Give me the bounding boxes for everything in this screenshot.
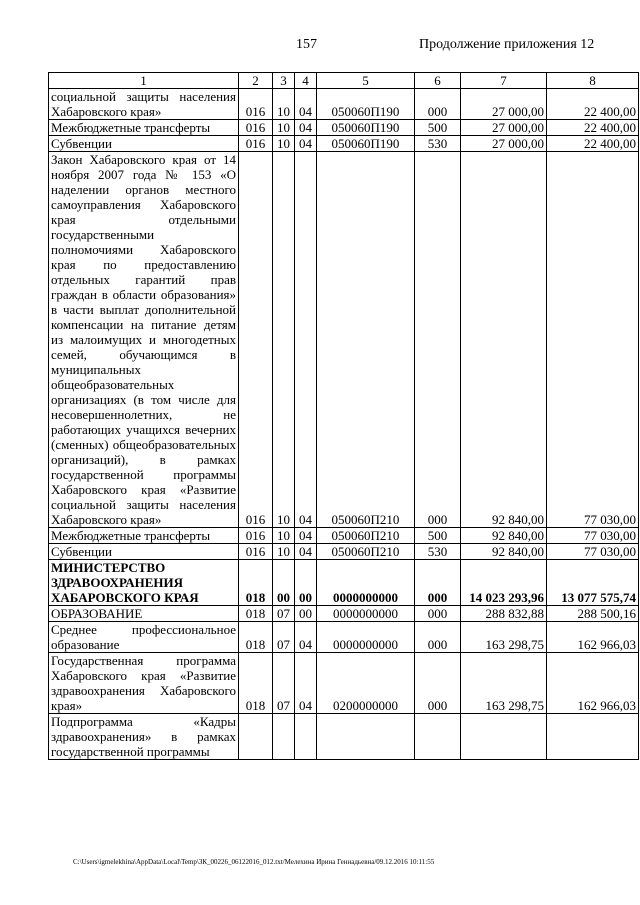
- file-path-footer: C:\Users\igmelekhina\AppData\Local\Temp\ЗК_00226_06122016_012.txt/Мелехина Ирина Геннадьевна/09.12.2016 10:11:55: [73, 858, 435, 866]
- cell-target: 050060П210: [317, 528, 415, 544]
- col-header-1: 1: [49, 73, 239, 89]
- cell-amount-1: 92 840,00: [461, 544, 547, 560]
- cell-ministry: 018: [239, 653, 273, 714]
- row-name: социальной защиты населения Хабаровского края»: [49, 89, 239, 120]
- col-header-2: 2: [239, 73, 273, 89]
- table-row: [49, 560, 639, 606]
- cell-section: 10: [273, 136, 295, 152]
- cell-target: 050060П210: [317, 152, 415, 528]
- cell-subsection: 04: [295, 622, 317, 653]
- cell-ministry: 018: [239, 622, 273, 653]
- cell-section: 10: [273, 120, 295, 136]
- cell-target: 0000000000: [317, 622, 415, 653]
- col-header-7: 7: [461, 73, 547, 89]
- cell-ministry: 016: [239, 544, 273, 560]
- cell-target: 050060П210: [317, 544, 415, 560]
- cell-expense-type: 000: [415, 653, 461, 714]
- cell-amount-2: 162 966,03: [547, 653, 639, 714]
- col-header-5: 5: [317, 73, 415, 89]
- cell-amount-2: [547, 714, 639, 760]
- cell-ministry: 016: [239, 89, 273, 120]
- cell-section: 07: [273, 606, 295, 622]
- cell-amount-1: 288 832,88: [461, 606, 547, 622]
- row-name: МИНИСТЕРСТВО ЗДРАВООХРАНЕНИЯ ХАБАРОВСКОГО КРАЯ: [49, 560, 239, 606]
- cell-expense-type: 500: [415, 528, 461, 544]
- cell-amount-1: 92 840,00: [461, 152, 547, 528]
- cell-section: 10: [273, 152, 295, 528]
- cell-section: [273, 714, 295, 760]
- cell-expense-type: 530: [415, 136, 461, 152]
- continuation-label: Продолжение приложения 12: [419, 37, 595, 52]
- table-row: [49, 622, 639, 653]
- col-header-8: 8: [547, 73, 639, 89]
- cell-expense-type: 000: [415, 89, 461, 120]
- cell-amount-2: 162 966,03: [547, 622, 639, 653]
- cell-amount-1: 27 000,00: [461, 120, 547, 136]
- cell-amount-1: 92 840,00: [461, 528, 547, 544]
- cell-amount-2: 288 500,16: [547, 606, 639, 622]
- table-row: [49, 653, 639, 714]
- cell-subsection: 04: [295, 89, 317, 120]
- cell-amount-1: 14 023 293,96: [461, 560, 547, 606]
- cell-target: 0000000000: [317, 606, 415, 622]
- cell-subsection: 00: [295, 606, 317, 622]
- cell-section: 10: [273, 89, 295, 120]
- cell-ministry: 016: [239, 136, 273, 152]
- cell-subsection: 04: [295, 528, 317, 544]
- cell-expense-type: 000: [415, 560, 461, 606]
- cell-subsection: 04: [295, 136, 317, 152]
- cell-expense-type: 530: [415, 544, 461, 560]
- cell-ministry: 016: [239, 528, 273, 544]
- cell-target: [317, 714, 415, 760]
- table-row: [49, 714, 639, 760]
- page-number: 157: [296, 37, 317, 52]
- cell-subsection: 04: [295, 544, 317, 560]
- cell-ministry: [239, 714, 273, 760]
- row-name: Государственная программа Хабаровского края «Развитие здравоохранения Хабаровского края»: [49, 653, 239, 714]
- cell-target: 050060П190: [317, 136, 415, 152]
- row-name: Субвенции: [49, 544, 239, 560]
- cell-amount-2: 13 077 575,74: [547, 560, 639, 606]
- cell-amount-2: 22 400,00: [547, 136, 639, 152]
- row-name: Межбюджетные трансферты: [49, 120, 239, 136]
- table-row: [49, 528, 639, 544]
- row-name: Закон Хабаровского края от 14 ноября 2007 года № 153 «О наделении органов местного самоуправления Хабаровского края отдельными государственными полномочиями Хабаровского края по предоставлению отдельных гарантий прав граждан в области образования» в части выплат дополнительной компенсации на питание детям из малоимущих и многодетных семей, обучающимся в муниципальных общеобразовательных организациях (в том числе для несовершеннолетних, не работающих учащихся вечерних (сменных) общеобразовательных организаций), в рамках государственной программы Хабаровского края «Развитие социальной защиты населения Хабаровского края»: [49, 152, 239, 528]
- cell-expense-type: 500: [415, 120, 461, 136]
- row-name: Субвенции: [49, 136, 239, 152]
- col-header-3: 3: [273, 73, 295, 89]
- cell-expense-type: 000: [415, 606, 461, 622]
- cell-target: 0000000000: [317, 560, 415, 606]
- cell-target: 050060П190: [317, 89, 415, 120]
- cell-expense-type: 000: [415, 622, 461, 653]
- col-header-4: 4: [295, 73, 317, 89]
- cell-amount-1: 163 298,75: [461, 622, 547, 653]
- table-row: [49, 544, 639, 560]
- row-name: Подпрограмма «Кадры здравоохранения» в рамках государственной программы: [49, 714, 239, 760]
- row-name: Среднее профессиональное образование: [49, 622, 239, 653]
- table-row: [49, 89, 639, 120]
- cell-subsection: 00: [295, 560, 317, 606]
- row-name: Межбюджетные трансферты: [49, 528, 239, 544]
- cell-subsection: 04: [295, 653, 317, 714]
- budget-table: [48, 72, 639, 760]
- cell-expense-type: [415, 714, 461, 760]
- header-row: [49, 73, 639, 89]
- cell-amount-2: 77 030,00: [547, 528, 639, 544]
- table-row: [49, 120, 639, 136]
- cell-subsection: 04: [295, 120, 317, 136]
- cell-subsection: [295, 714, 317, 760]
- cell-target: 0200000000: [317, 653, 415, 714]
- cell-section: 10: [273, 544, 295, 560]
- table-row: [49, 136, 639, 152]
- cell-amount-2: 22 400,00: [547, 120, 639, 136]
- cell-amount-2: 77 030,00: [547, 152, 639, 528]
- cell-amount-1: 163 298,75: [461, 653, 547, 714]
- cell-subsection: 04: [295, 152, 317, 528]
- cell-amount-1: [461, 714, 547, 760]
- row-name: ОБРАЗОВАНИЕ: [49, 606, 239, 622]
- cell-section: 00: [273, 560, 295, 606]
- cell-amount-2: 22 400,00: [547, 89, 639, 120]
- cell-target: 050060П190: [317, 120, 415, 136]
- cell-ministry: 016: [239, 152, 273, 528]
- cell-amount-1: 27 000,00: [461, 136, 547, 152]
- cell-amount-1: 27 000,00: [461, 89, 547, 120]
- cell-ministry: 016: [239, 120, 273, 136]
- cell-section: 10: [273, 528, 295, 544]
- col-header-6: 6: [415, 73, 461, 89]
- table-row: [49, 152, 639, 528]
- cell-ministry: 018: [239, 606, 273, 622]
- cell-expense-type: 000: [415, 152, 461, 528]
- table-row: [49, 606, 639, 622]
- cell-ministry: 018: [239, 560, 273, 606]
- cell-amount-2: 77 030,00: [547, 544, 639, 560]
- cell-section: 07: [273, 622, 295, 653]
- cell-section: 07: [273, 653, 295, 714]
